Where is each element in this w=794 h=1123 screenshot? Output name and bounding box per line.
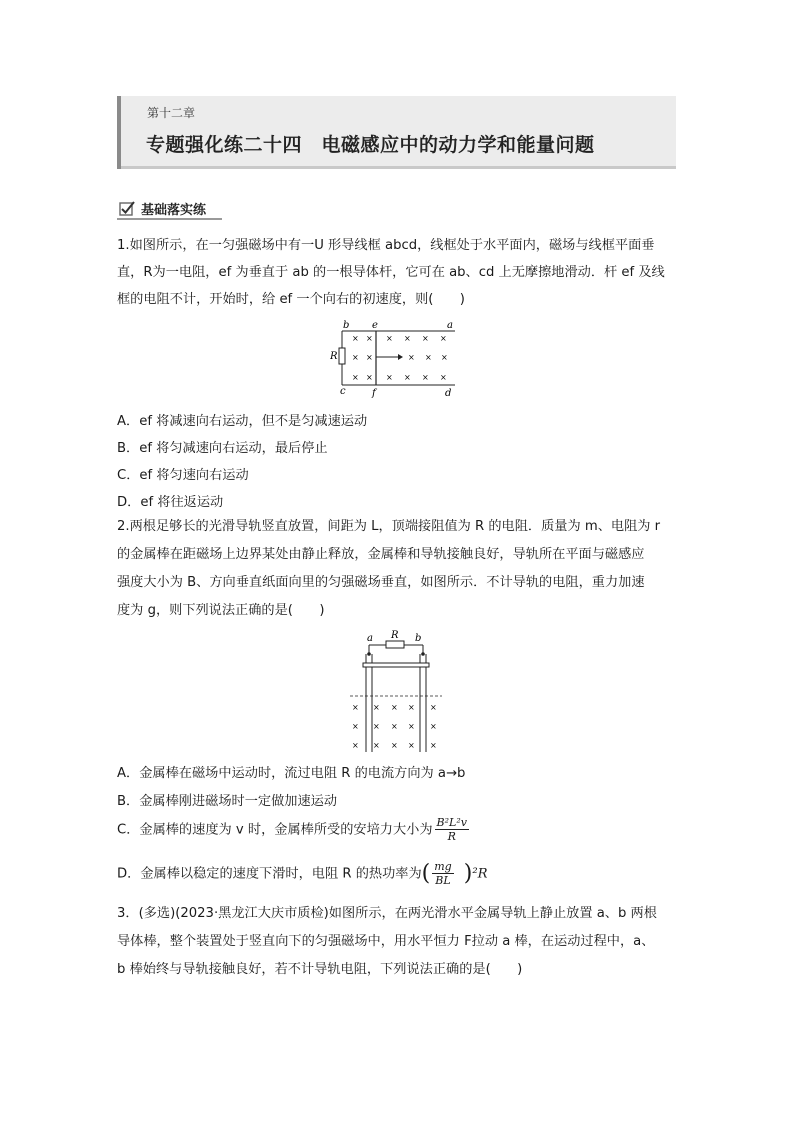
q2-option-c-fraction bbox=[435, 816, 469, 843]
q1-option-c: C．ef 将匀速向右运动 bbox=[117, 468, 249, 483]
field-mark: × bbox=[408, 703, 415, 712]
q1-option-a: A．ef 将减速向右运动，但不是匀减速运动 bbox=[117, 414, 368, 429]
field-mark: × bbox=[366, 373, 373, 382]
page-title: 专题强化练二十四 电磁感应中的动力学和能量问题 bbox=[146, 134, 595, 156]
field-mark: × bbox=[404, 373, 411, 382]
header-underline bbox=[121, 166, 676, 169]
arrow-icon bbox=[398, 354, 403, 360]
fraction-denominator: R bbox=[447, 830, 456, 843]
field-mark: × bbox=[404, 334, 411, 343]
fig1-label-f: f bbox=[372, 388, 376, 398]
fig2-label-b: b bbox=[415, 633, 422, 644]
resistor-icon bbox=[339, 348, 345, 364]
q2-option-c bbox=[117, 816, 471, 843]
q2-line-1: 2.两根足够长的光滑导轨竖直放置，间距为 L，顶端接阻值为 R 的电阻．质量为 m、电阻为 r bbox=[117, 519, 661, 534]
section-underline bbox=[117, 218, 222, 220]
field-mark: × bbox=[352, 353, 359, 362]
q2-line-2: 的金属棒在距磁场上边界某处由静止释放，金属棒和导轨接触良好，导轨所在平面与磁感应 bbox=[117, 547, 645, 562]
field-mark: × bbox=[352, 373, 359, 382]
q2-option-a: A．金属棒在磁场中运动时，流过电阻 R 的电流方向为 a→b bbox=[117, 766, 466, 781]
field-mark: × bbox=[373, 703, 380, 712]
field-mark: × bbox=[441, 353, 448, 362]
fraction-denominator: BL bbox=[435, 874, 451, 887]
section-label: 基础落实练 bbox=[141, 203, 207, 218]
field-mark: × bbox=[352, 741, 359, 750]
field-mark: × bbox=[408, 353, 415, 362]
field-mark: × bbox=[440, 373, 447, 382]
fraction-numerator: B²L²v bbox=[436, 816, 467, 829]
q2-option-c-text: C．金属棒的速度为 v 时，金属棒所受的安培力大小为 bbox=[117, 822, 433, 838]
q2-option-d-text: D．金属棒以稳定的速度下滑时，电阻 R 的热功率为 bbox=[117, 866, 422, 882]
field-mark: × bbox=[352, 722, 359, 731]
fig1-label-a: a bbox=[447, 320, 453, 331]
q2-option-d-tail: ²R bbox=[472, 866, 488, 882]
q2-option-d-fraction bbox=[432, 860, 453, 887]
field-mark: × bbox=[352, 703, 359, 712]
field-mark: × bbox=[425, 353, 432, 362]
field-mark: × bbox=[391, 703, 398, 712]
q2-line-4: 度为 g，则下列说法正确的是( ) bbox=[117, 603, 325, 618]
field-mark: × bbox=[391, 741, 398, 750]
field-mark: × bbox=[366, 334, 373, 343]
q2-line-3: 强度大小为 B、方向垂直纸面向里的匀强磁场垂直，如图所示．不计导轨的电阻，重力加速 bbox=[117, 575, 645, 590]
field-mark: × bbox=[386, 373, 393, 382]
fig2-label-r: R bbox=[391, 630, 399, 641]
fig1-label-c: c bbox=[340, 386, 346, 397]
fig1-label-b: b bbox=[343, 320, 350, 331]
q1-figure bbox=[330, 318, 460, 398]
fig1-label-r: R bbox=[330, 351, 338, 362]
q1-line-1: 1.如图所示，在一匀强磁场中有一U 形导线框 abcd，线框处于水平面内，磁场与线框平面垂 bbox=[117, 238, 655, 253]
fraction-numerator: mg bbox=[434, 860, 452, 873]
fig2-label-a: a bbox=[367, 633, 373, 644]
resistor-icon bbox=[386, 641, 404, 648]
q2-option-b: B．金属棒刚进磁场时一定做加速运动 bbox=[117, 794, 338, 809]
field-mark: × bbox=[373, 741, 380, 750]
field-mark: × bbox=[408, 722, 415, 731]
checkbox-icon bbox=[119, 200, 135, 216]
field-mark: × bbox=[422, 334, 429, 343]
q3-line-1: 3．(多选)(2023·黑龙江大庆市质检)如图所示，在两光滑水平金属导轨上静止放置 a、b 两根 bbox=[117, 906, 657, 921]
field-mark: × bbox=[386, 334, 393, 343]
section-heading bbox=[117, 198, 222, 220]
fig2-field-marks bbox=[352, 703, 437, 750]
q3-line-2: 导体棒，整个装置处于竖直向下的匀强磁场中，用水平恒力 F拉动 a 棒，在运动过程中，a、 bbox=[117, 934, 655, 949]
field-mark: × bbox=[352, 334, 359, 343]
q2-option-d: D．金属棒以稳定的速度下滑时，电阻 R 的热功率为( $\frac{mg}{BL}$ )²R bbox=[117, 860, 488, 887]
field-mark: × bbox=[366, 353, 373, 362]
field-mark: × bbox=[430, 703, 437, 712]
q1-option-b: B．ef 将匀减速向右运动，最后停止 bbox=[117, 441, 328, 456]
field-mark: × bbox=[391, 722, 398, 731]
q1-line-2: 直，R为一电阻，ef 为垂直于 ab 的一根导体杆，它可在 ab、cd 上无摩擦地滑动．杆 ef 及线 bbox=[117, 265, 665, 280]
fig1-label-d: d bbox=[445, 388, 452, 398]
chapter-label: 第十二章 bbox=[147, 106, 196, 120]
field-mark: × bbox=[408, 741, 415, 750]
q1-line-3: 框的电阻不计，开始时，给 ef 一个向右的初速度，则( ) bbox=[117, 292, 465, 307]
field-mark: × bbox=[422, 373, 429, 382]
q3-line-3: b 棒始终与导轨接触良好，若不计导轨电阻，下列说法正确的是( ) bbox=[117, 962, 523, 977]
q2-figure bbox=[346, 628, 446, 754]
field-mark: × bbox=[430, 741, 437, 750]
fig1-label-e: e bbox=[372, 320, 378, 331]
field-mark: × bbox=[440, 334, 447, 343]
field-mark: × bbox=[430, 722, 437, 731]
field-mark: × bbox=[373, 722, 380, 731]
q1-option-d: D．ef 将往返运动 bbox=[117, 495, 224, 510]
metal-rod bbox=[363, 663, 429, 667]
